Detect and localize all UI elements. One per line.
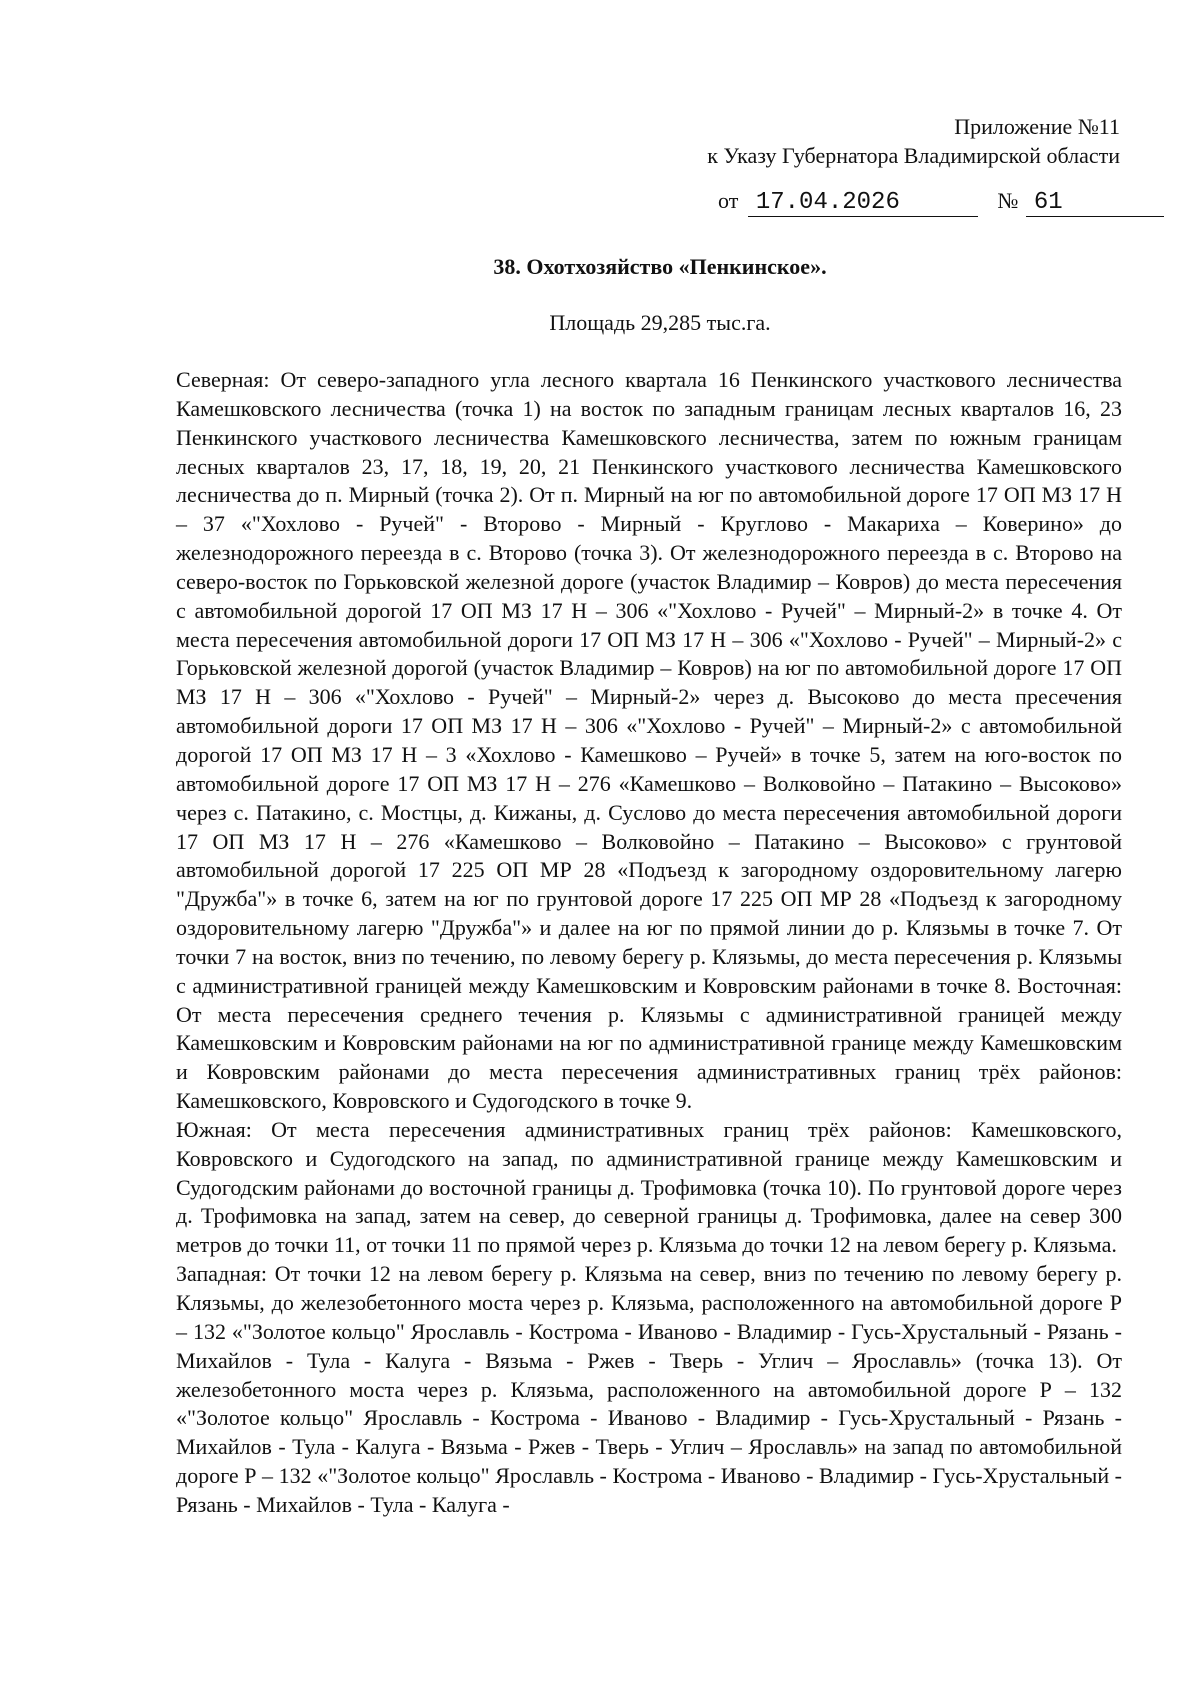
number-prefix: № bbox=[997, 188, 1019, 213]
paragraph-west: Западная: От точки 12 на левом берегу р. Клязьма на север, вниз по течению по левому берегу р. Клязьмы, до железобетонного моста через р. Клязьма, расположенного на автомобильной дороге Р – 132 «"Золотое кольцо" Ярославль - Кострома - Иваново - Владимир - Гусь-Хрустальный - Рязань - Михайлов - Тула - Калуга - Вязьма - Ржев - Тверь - Углич – Ярославль» (точка 13). От железобетонного моста через р. Клязьма, расположенного на автомобильной дороге Р – 132 «"Золотое кольцо" Ярославль - Кострома - Иваново - Владимир - Гусь-Хрустальный - Рязань - Михайлов - Тула - Калуга - Вязьма - Ржев - Тверь - Углич – Ярославль» на запад по автомобильной дороге Р – 132 «"Золотое кольцо" Ярославль - Кострома - Иваново - Владимир - Гусь-Хрустальный - Рязань - Михайлов - Тула - Калуга - bbox=[176, 1261, 1122, 1517]
date-prefix: от bbox=[718, 188, 739, 213]
appendix-header bbox=[707, 112, 1120, 170]
decree-number: 61 bbox=[1026, 190, 1164, 217]
decree-line: к Указу Губернатора Владимирской области bbox=[707, 143, 1120, 168]
paragraph-south: Южная: От места пересечения административных границ трёх районов: Камешковского, Ковровского и Судогодского на запад, по административной границе между Камешковским и Судогодским районами до восточной границы д. Трофимовка (точка 10). По грунтовой дороге через д. Трофимовка на запад, затем на север, до северной границы д. Трофимовка, далее на север 300 метров до точки 11, от точки 11 по прямой через р. Клязьма до точки 12 на левом берегу р. Клязьма. bbox=[176, 1116, 1122, 1258]
boundary-description bbox=[176, 366, 1122, 1520]
decree-date-number bbox=[718, 188, 1164, 217]
decree-date: 17.04.2026 bbox=[748, 190, 978, 217]
document-title: 38. Охотхозяйство «Пенкинское». bbox=[493, 254, 827, 279]
paragraph-north-east: Северная: От северо-западного угла лесного квартала 16 Пенкинского участкового лесничества Камешковского лесничества (точка 1) на восток по западным границам лесных кварталов 16, 23 Пенкинского участкового лесничества Камешковского лесничества, затем по южным границам лесных кварталов 23, 17, 18, 19, 20, 21 Пенкинского участкового лесничества Камешковского лесничества до п. Мирный (точка 2). От п. Мирный на юг по автомобильной дороге 17 ОП МЗ 17 Н – 37 «"Хохлово - Ручей" - Второво - Мирный - Круглово - Макариха – Коверино» до железнодорожного переезда в с. Второво (точка 3). От железнодорожного переезда в с. Второво на северо-восток по Горьковской железной дороге (участок Владимир – Ковров) до места пересечения с автомобильной дорогой 17 ОП МЗ 17 Н – 306 «"Хохлово - Ручей" – Мирный-2» в точке 4. От места пересечения автомобильной дороги 17 ОП МЗ 17 Н – 306 «"Хохлово - Ручей" – Мирный-2» с Горьковской железной дорогой (участок Владимир – Ковров) на юг по автомобильной дороге 17 ОП МЗ 17 Н – 306 «"Хохлово - Ручей" – Мирный-2» через д. Высоково до места пресечения автомобильной дороги 17 ОП МЗ 17 Н – 306 «"Хохлово - Ручей" – Мирный-2» с автомобильной дорогой 17 ОП МЗ 17 Н – 3 «Хохлово - Камешково – Ручей» в точке 5, затем на юго-восток по автомобильной дороге 17 ОП МЗ 17 Н – 276 «Камешково – Волковойно – Патакино – Высоково» через с. Патакино, с. Мостцы, д. Кижаны, д. Суслово до места пересечения автомобильной дороги 17 ОП МЗ 17 Н – 276 «Камешково – Волковойно – Патакино – Высоково» с грунтовой автомобильной дорогой 17 225 ОП МР 28 «Подъезд к загородному оздоровительному лагерю "Дружба"» в точке 6, затем на юг по грунтовой дороге 17 225 ОП МР 28 «Подъезд к загородному оздоровительному лагерю "Дружба"» и далее на юг по прямой линии до р. Клязьмы в точке 7. От точки 7 на восток, вниз по течению, по левому берегу р. Клязьмы, до места пересечения р. Клязьмы с административной границей между Камешковским и Ковровским районами в точке 8. Восточная: От места пересечения среднего течения р. Клязьмы с административной границей между Камешковским и Ковровским районами на юг по административной границе между Камешковским и Ковровским районами до места пересечения административных границ трёх районов: Камешковского, Ковровского и Судогодского в точке 9. bbox=[176, 367, 1122, 1114]
area-line: Площадь 29,285 тыс.га. bbox=[549, 310, 771, 335]
appendix-line: Приложение №11 bbox=[954, 114, 1120, 139]
